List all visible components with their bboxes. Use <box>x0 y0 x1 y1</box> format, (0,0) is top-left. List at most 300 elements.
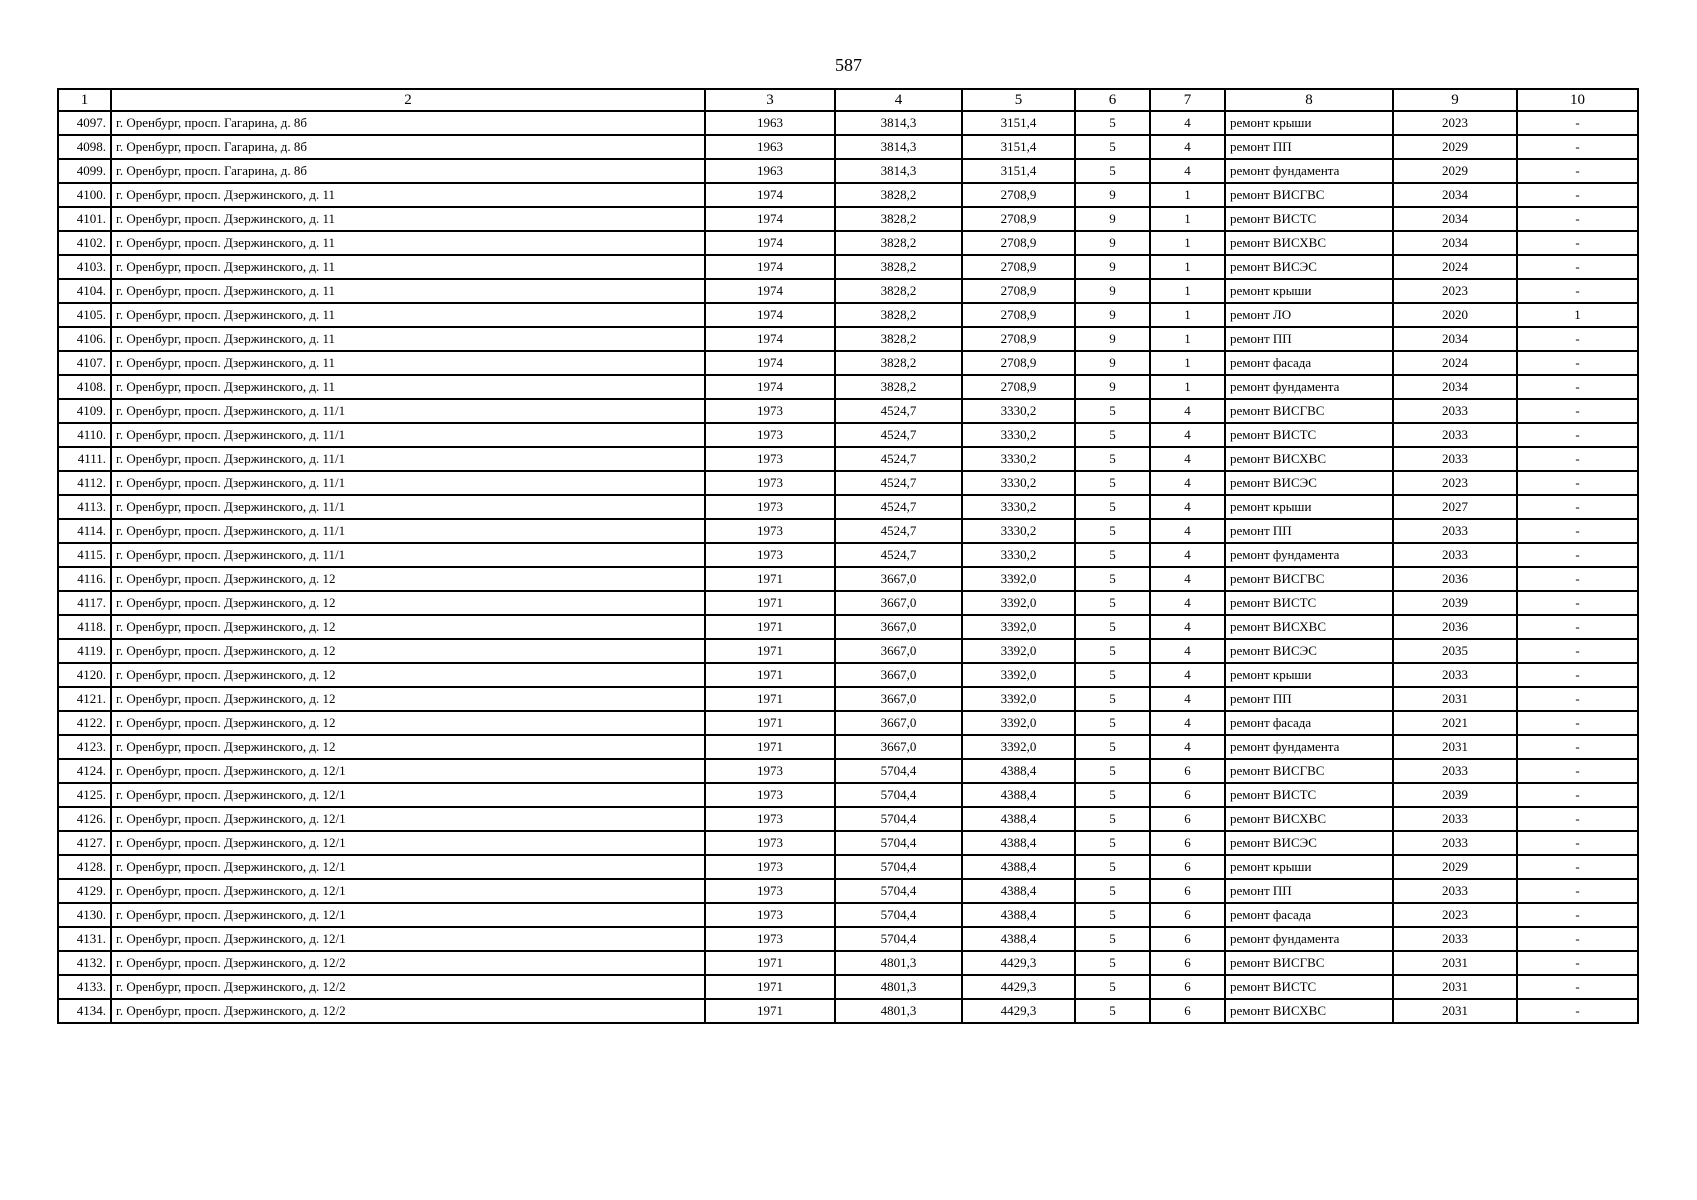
living-area-cell: 4388,4 <box>962 759 1075 783</box>
address-cell: г. Оренбург, просп. Дзержинского, д. 12/2 <box>111 999 705 1023</box>
row-number-cell: 4129. <box>58 879 111 903</box>
table-row <box>58 783 1638 807</box>
planned-year-cell: 2033 <box>1393 831 1517 855</box>
address-cell: г. Оренбург, просп. Дзержинского, д. 11/1 <box>111 399 705 423</box>
table-row <box>58 927 1638 951</box>
living-area-cell: 4388,4 <box>962 855 1075 879</box>
address-cell: г. Оренбург, просп. Дзержинского, д. 11 <box>111 303 705 327</box>
indicator-cell: - <box>1517 471 1638 495</box>
build-year-cell: 1973 <box>705 471 835 495</box>
entrances-cell: 6 <box>1150 759 1225 783</box>
address-cell: г. Оренбург, просп. Дзержинского, д. 11/1 <box>111 447 705 471</box>
indicator-cell: - <box>1517 207 1638 231</box>
build-year-cell: 1974 <box>705 375 835 399</box>
build-year-cell: 1973 <box>705 927 835 951</box>
floors-cell: 5 <box>1075 639 1150 663</box>
row-number-cell: 4105. <box>58 303 111 327</box>
total-area-cell: 4524,7 <box>835 447 962 471</box>
repair-type-cell: ремонт ПП <box>1225 687 1393 711</box>
indicator-cell: - <box>1517 159 1638 183</box>
indicator-cell: - <box>1517 183 1638 207</box>
address-cell: г. Оренбург, просп. Дзержинского, д. 11 <box>111 207 705 231</box>
table-row <box>58 615 1638 639</box>
row-number-cell: 4127. <box>58 831 111 855</box>
indicator-cell: - <box>1517 951 1638 975</box>
build-year-cell: 1974 <box>705 303 835 327</box>
address-cell: г. Оренбург, просп. Дзержинского, д. 12 <box>111 687 705 711</box>
row-number-cell: 4123. <box>58 735 111 759</box>
living-area-cell: 4388,4 <box>962 903 1075 927</box>
total-area-cell: 3814,3 <box>835 135 962 159</box>
floors-cell: 5 <box>1075 567 1150 591</box>
indicator-cell: - <box>1517 543 1638 567</box>
floors-cell: 9 <box>1075 255 1150 279</box>
entrances-cell: 1 <box>1150 231 1225 255</box>
address-cell: г. Оренбург, просп. Дзержинского, д. 12 <box>111 711 705 735</box>
indicator-cell: - <box>1517 399 1638 423</box>
row-number-cell: 4132. <box>58 951 111 975</box>
address-cell: г. Оренбург, просп. Дзержинского, д. 12/1 <box>111 783 705 807</box>
build-year-cell: 1971 <box>705 567 835 591</box>
table-row <box>58 471 1638 495</box>
floors-cell: 5 <box>1075 855 1150 879</box>
table-row <box>58 399 1638 423</box>
repair-type-cell: ремонт фасада <box>1225 351 1393 375</box>
address-cell: г. Оренбург, просп. Дзержинского, д. 11 <box>111 375 705 399</box>
living-area-cell: 2708,9 <box>962 255 1075 279</box>
repair-type-cell: ремонт ВИСТС <box>1225 975 1393 999</box>
build-year-cell: 1973 <box>705 903 835 927</box>
living-area-cell: 3330,2 <box>962 495 1075 519</box>
indicator-cell: - <box>1517 975 1638 999</box>
entrances-cell: 1 <box>1150 279 1225 303</box>
floors-cell: 5 <box>1075 399 1150 423</box>
entrances-cell: 6 <box>1150 855 1225 879</box>
row-number-cell: 4097. <box>58 111 111 135</box>
living-area-cell: 2708,9 <box>962 231 1075 255</box>
total-area-cell: 5704,4 <box>835 807 962 831</box>
indicator-cell: - <box>1517 855 1638 879</box>
table-row <box>58 111 1638 135</box>
indicator-cell: - <box>1517 927 1638 951</box>
living-area-cell: 4429,3 <box>962 999 1075 1023</box>
address-cell: г. Оренбург, просп. Дзержинского, д. 12/1 <box>111 855 705 879</box>
total-area-cell: 3828,2 <box>835 279 962 303</box>
planned-year-cell: 2031 <box>1393 687 1517 711</box>
repair-type-cell: ремонт ВИСХВС <box>1225 231 1393 255</box>
living-area-cell: 4388,4 <box>962 831 1075 855</box>
entrances-cell: 1 <box>1150 207 1225 231</box>
repair-type-cell: ремонт ВИСГВС <box>1225 951 1393 975</box>
living-area-cell: 4388,4 <box>962 783 1075 807</box>
table-row <box>58 687 1638 711</box>
build-year-cell: 1973 <box>705 447 835 471</box>
address-cell: г. Оренбург, просп. Дзержинского, д. 12 <box>111 639 705 663</box>
address-cell: г. Оренбург, просп. Дзержинского, д. 11 <box>111 351 705 375</box>
row-number-cell: 4120. <box>58 663 111 687</box>
indicator-cell: - <box>1517 807 1638 831</box>
total-area-cell: 4801,3 <box>835 951 962 975</box>
indicator-cell: - <box>1517 255 1638 279</box>
floors-cell: 9 <box>1075 375 1150 399</box>
floors-cell: 5 <box>1075 663 1150 687</box>
planned-year-cell: 2029 <box>1393 135 1517 159</box>
build-year-cell: 1963 <box>705 135 835 159</box>
row-number-cell: 4116. <box>58 567 111 591</box>
indicator-cell: - <box>1517 711 1638 735</box>
address-cell: г. Оренбург, просп. Дзержинского, д. 11/1 <box>111 543 705 567</box>
planned-year-cell: 2023 <box>1393 279 1517 303</box>
planned-year-cell: 2033 <box>1393 399 1517 423</box>
planned-year-cell: 2035 <box>1393 639 1517 663</box>
total-area-cell: 3667,0 <box>835 663 962 687</box>
column-header: 2 <box>111 89 705 111</box>
indicator-cell: - <box>1517 519 1638 543</box>
planned-year-cell: 2034 <box>1393 207 1517 231</box>
indicator-cell: - <box>1517 879 1638 903</box>
build-year-cell: 1974 <box>705 351 835 375</box>
indicator-cell: - <box>1517 903 1638 927</box>
living-area-cell: 3330,2 <box>962 399 1075 423</box>
floors-cell: 5 <box>1075 831 1150 855</box>
living-area-cell: 4388,4 <box>962 879 1075 903</box>
total-area-cell: 5704,4 <box>835 927 962 951</box>
header-row <box>58 89 1638 111</box>
address-cell: г. Оренбург, просп. Дзержинского, д. 11 <box>111 327 705 351</box>
row-number-cell: 4100. <box>58 183 111 207</box>
entrances-cell: 4 <box>1150 711 1225 735</box>
planned-year-cell: 2033 <box>1393 663 1517 687</box>
repair-type-cell: ремонт фундамента <box>1225 159 1393 183</box>
total-area-cell: 5704,4 <box>835 831 962 855</box>
entrances-cell: 6 <box>1150 807 1225 831</box>
build-year-cell: 1971 <box>705 615 835 639</box>
build-year-cell: 1973 <box>705 543 835 567</box>
repair-type-cell: ремонт ВИСТС <box>1225 591 1393 615</box>
table-row <box>58 279 1638 303</box>
total-area-cell: 3828,2 <box>835 327 962 351</box>
row-number-cell: 4113. <box>58 495 111 519</box>
indicator-cell: - <box>1517 999 1638 1023</box>
repair-type-cell: ремонт крыши <box>1225 279 1393 303</box>
planned-year-cell: 2029 <box>1393 159 1517 183</box>
planned-year-cell: 2036 <box>1393 615 1517 639</box>
row-number-cell: 4104. <box>58 279 111 303</box>
entrances-cell: 1 <box>1150 255 1225 279</box>
repair-type-cell: ремонт ВИСГВС <box>1225 759 1393 783</box>
living-area-cell: 4429,3 <box>962 951 1075 975</box>
repair-schedule-table <box>57 88 1639 1024</box>
table-row <box>58 159 1638 183</box>
entrances-cell: 6 <box>1150 879 1225 903</box>
table-row <box>58 735 1638 759</box>
address-cell: г. Оренбург, просп. Дзержинского, д. 12/1 <box>111 759 705 783</box>
table-row <box>58 879 1638 903</box>
floors-cell: 9 <box>1075 231 1150 255</box>
build-year-cell: 1973 <box>705 855 835 879</box>
total-area-cell: 4801,3 <box>835 999 962 1023</box>
planned-year-cell: 2023 <box>1393 471 1517 495</box>
repair-type-cell: ремонт крыши <box>1225 111 1393 135</box>
repair-type-cell: ремонт ВИСГВС <box>1225 567 1393 591</box>
table-row <box>58 759 1638 783</box>
table-row <box>58 351 1638 375</box>
floors-cell: 5 <box>1075 975 1150 999</box>
planned-year-cell: 2033 <box>1393 447 1517 471</box>
total-area-cell: 3667,0 <box>835 711 962 735</box>
table-row <box>58 231 1638 255</box>
repair-type-cell: ремонт фасада <box>1225 711 1393 735</box>
column-header: 4 <box>835 89 962 111</box>
living-area-cell: 2708,9 <box>962 375 1075 399</box>
living-area-cell: 3392,0 <box>962 687 1075 711</box>
build-year-cell: 1971 <box>705 975 835 999</box>
column-header: 6 <box>1075 89 1150 111</box>
address-cell: г. Оренбург, просп. Дзержинского, д. 12 <box>111 567 705 591</box>
row-number-cell: 4108. <box>58 375 111 399</box>
repair-type-cell: ремонт ПП <box>1225 519 1393 543</box>
entrances-cell: 4 <box>1150 519 1225 543</box>
repair-type-cell: ремонт фундамента <box>1225 735 1393 759</box>
planned-year-cell: 2034 <box>1393 327 1517 351</box>
table-row <box>58 903 1638 927</box>
living-area-cell: 3392,0 <box>962 711 1075 735</box>
table-row <box>58 327 1638 351</box>
address-cell: г. Оренбург, просп. Дзержинского, д. 11/1 <box>111 495 705 519</box>
floors-cell: 5 <box>1075 999 1150 1023</box>
build-year-cell: 1971 <box>705 711 835 735</box>
row-number-cell: 4114. <box>58 519 111 543</box>
repair-type-cell: ремонт ВИСХВС <box>1225 999 1393 1023</box>
living-area-cell: 2708,9 <box>962 351 1075 375</box>
floors-cell: 5 <box>1075 519 1150 543</box>
entrances-cell: 6 <box>1150 999 1225 1023</box>
total-area-cell: 3667,0 <box>835 639 962 663</box>
entrances-cell: 4 <box>1150 135 1225 159</box>
living-area-cell: 4388,4 <box>962 807 1075 831</box>
total-area-cell: 5704,4 <box>835 759 962 783</box>
address-cell: г. Оренбург, просп. Дзержинского, д. 11/1 <box>111 519 705 543</box>
row-number-cell: 4126. <box>58 807 111 831</box>
row-number-cell: 4124. <box>58 759 111 783</box>
indicator-cell: - <box>1517 663 1638 687</box>
table-row <box>58 447 1638 471</box>
row-number-cell: 4103. <box>58 255 111 279</box>
planned-year-cell: 2039 <box>1393 591 1517 615</box>
build-year-cell: 1963 <box>705 159 835 183</box>
address-cell: г. Оренбург, просп. Дзержинского, д. 12/1 <box>111 879 705 903</box>
floors-cell: 9 <box>1075 207 1150 231</box>
total-area-cell: 4524,7 <box>835 519 962 543</box>
table-row <box>58 519 1638 543</box>
living-area-cell: 2708,9 <box>962 183 1075 207</box>
address-cell: г. Оренбург, просп. Дзержинского, д. 12 <box>111 663 705 687</box>
entrances-cell: 1 <box>1150 327 1225 351</box>
build-year-cell: 1974 <box>705 327 835 351</box>
row-number-cell: 4099. <box>58 159 111 183</box>
planned-year-cell: 2027 <box>1393 495 1517 519</box>
row-number-cell: 4112. <box>58 471 111 495</box>
total-area-cell: 3667,0 <box>835 615 962 639</box>
living-area-cell: 3392,0 <box>962 663 1075 687</box>
address-cell: г. Оренбург, просп. Дзержинского, д. 12/1 <box>111 927 705 951</box>
planned-year-cell: 2033 <box>1393 759 1517 783</box>
planned-year-cell: 2039 <box>1393 783 1517 807</box>
row-number-cell: 4106. <box>58 327 111 351</box>
planned-year-cell: 2031 <box>1393 951 1517 975</box>
row-number-cell: 4133. <box>58 975 111 999</box>
row-number-cell: 4098. <box>58 135 111 159</box>
table-row <box>58 543 1638 567</box>
repair-type-cell: ремонт крыши <box>1225 855 1393 879</box>
address-cell: г. Оренбург, просп. Дзержинского, д. 12/1 <box>111 903 705 927</box>
build-year-cell: 1973 <box>705 423 835 447</box>
floors-cell: 5 <box>1075 591 1150 615</box>
living-area-cell: 3330,2 <box>962 423 1075 447</box>
indicator-cell: - <box>1517 279 1638 303</box>
address-cell: г. Оренбург, просп. Дзержинского, д. 11 <box>111 231 705 255</box>
row-number-cell: 4118. <box>58 615 111 639</box>
repair-type-cell: ремонт ПП <box>1225 135 1393 159</box>
total-area-cell: 3814,3 <box>835 111 962 135</box>
entrances-cell: 4 <box>1150 423 1225 447</box>
entrances-cell: 4 <box>1150 663 1225 687</box>
table-row <box>58 567 1638 591</box>
floors-cell: 5 <box>1075 735 1150 759</box>
total-area-cell: 4524,7 <box>835 543 962 567</box>
table-row <box>58 255 1638 279</box>
indicator-cell: - <box>1517 831 1638 855</box>
column-header: 3 <box>705 89 835 111</box>
column-header: 9 <box>1393 89 1517 111</box>
entrances-cell: 4 <box>1150 735 1225 759</box>
repair-type-cell: ремонт ВИСЭС <box>1225 471 1393 495</box>
living-area-cell: 2708,9 <box>962 279 1075 303</box>
entrances-cell: 4 <box>1150 471 1225 495</box>
row-number-cell: 4101. <box>58 207 111 231</box>
entrances-cell: 4 <box>1150 495 1225 519</box>
total-area-cell: 3828,2 <box>835 375 962 399</box>
repair-type-cell: ремонт ВИСЭС <box>1225 639 1393 663</box>
column-header: 8 <box>1225 89 1393 111</box>
planned-year-cell: 2020 <box>1393 303 1517 327</box>
planned-year-cell: 2021 <box>1393 711 1517 735</box>
row-number-cell: 4134. <box>58 999 111 1023</box>
table-row <box>58 639 1638 663</box>
build-year-cell: 1973 <box>705 879 835 903</box>
address-cell: г. Оренбург, просп. Дзержинского, д. 11 <box>111 279 705 303</box>
entrances-cell: 6 <box>1150 831 1225 855</box>
living-area-cell: 3330,2 <box>962 519 1075 543</box>
living-area-cell: 3330,2 <box>962 471 1075 495</box>
floors-cell: 5 <box>1075 927 1150 951</box>
build-year-cell: 1971 <box>705 639 835 663</box>
address-cell: г. Оренбург, просп. Дзержинского, д. 11 <box>111 183 705 207</box>
planned-year-cell: 2034 <box>1393 183 1517 207</box>
living-area-cell: 4388,4 <box>962 927 1075 951</box>
living-area-cell: 3330,2 <box>962 447 1075 471</box>
row-number-cell: 4128. <box>58 855 111 879</box>
column-header: 10 <box>1517 89 1638 111</box>
build-year-cell: 1973 <box>705 495 835 519</box>
table-row <box>58 855 1638 879</box>
planned-year-cell: 2023 <box>1393 111 1517 135</box>
indicator-cell: - <box>1517 111 1638 135</box>
indicator-cell: - <box>1517 375 1638 399</box>
build-year-cell: 1974 <box>705 231 835 255</box>
indicator-cell: - <box>1517 759 1638 783</box>
total-area-cell: 3667,0 <box>835 567 962 591</box>
floors-cell: 5 <box>1075 951 1150 975</box>
address-cell: г. Оренбург, просп. Дзержинского, д. 12 <box>111 615 705 639</box>
repair-type-cell: ремонт ВИСХВС <box>1225 615 1393 639</box>
entrances-cell: 4 <box>1150 687 1225 711</box>
planned-year-cell: 2033 <box>1393 519 1517 543</box>
planned-year-cell: 2029 <box>1393 855 1517 879</box>
floors-cell: 5 <box>1075 903 1150 927</box>
row-number-cell: 4125. <box>58 783 111 807</box>
total-area-cell: 5704,4 <box>835 879 962 903</box>
row-number-cell: 4102. <box>58 231 111 255</box>
total-area-cell: 3828,2 <box>835 183 962 207</box>
indicator-cell: - <box>1517 639 1638 663</box>
total-area-cell: 3828,2 <box>835 255 962 279</box>
living-area-cell: 3151,4 <box>962 159 1075 183</box>
table-row <box>58 975 1638 999</box>
repair-type-cell: ремонт крыши <box>1225 663 1393 687</box>
table-row <box>58 135 1638 159</box>
page-number: 587 <box>835 55 862 75</box>
build-year-cell: 1971 <box>705 591 835 615</box>
entrances-cell: 4 <box>1150 111 1225 135</box>
table-row <box>58 711 1638 735</box>
repair-type-cell: ремонт ВИСХВС <box>1225 447 1393 471</box>
living-area-cell: 3330,2 <box>962 543 1075 567</box>
column-header: 7 <box>1150 89 1225 111</box>
indicator-cell: - <box>1517 351 1638 375</box>
total-area-cell: 5704,4 <box>835 855 962 879</box>
table-row <box>58 807 1638 831</box>
entrances-cell: 4 <box>1150 543 1225 567</box>
floors-cell: 9 <box>1075 351 1150 375</box>
living-area-cell: 3151,4 <box>962 135 1075 159</box>
living-area-cell: 2708,9 <box>962 327 1075 351</box>
total-area-cell: 3667,0 <box>835 687 962 711</box>
table-row <box>58 207 1638 231</box>
total-area-cell: 4524,7 <box>835 471 962 495</box>
address-cell: г. Оренбург, просп. Дзержинского, д. 12/2 <box>111 951 705 975</box>
repair-type-cell: ремонт ВИСГВС <box>1225 399 1393 423</box>
entrances-cell: 4 <box>1150 159 1225 183</box>
row-number-cell: 4107. <box>58 351 111 375</box>
entrances-cell: 1 <box>1150 183 1225 207</box>
row-number-cell: 4111. <box>58 447 111 471</box>
total-area-cell: 3828,2 <box>835 303 962 327</box>
floors-cell: 5 <box>1075 879 1150 903</box>
total-area-cell: 4524,7 <box>835 495 962 519</box>
planned-year-cell: 2034 <box>1393 231 1517 255</box>
total-area-cell: 3814,3 <box>835 159 962 183</box>
row-number-cell: 4122. <box>58 711 111 735</box>
indicator-cell: - <box>1517 735 1638 759</box>
floors-cell: 5 <box>1075 783 1150 807</box>
living-area-cell: 2708,9 <box>962 303 1075 327</box>
total-area-cell: 3828,2 <box>835 351 962 375</box>
address-cell: г. Оренбург, просп. Гагарина, д. 8б <box>111 135 705 159</box>
planned-year-cell: 2034 <box>1393 375 1517 399</box>
total-area-cell: 4524,7 <box>835 399 962 423</box>
planned-year-cell: 2031 <box>1393 735 1517 759</box>
